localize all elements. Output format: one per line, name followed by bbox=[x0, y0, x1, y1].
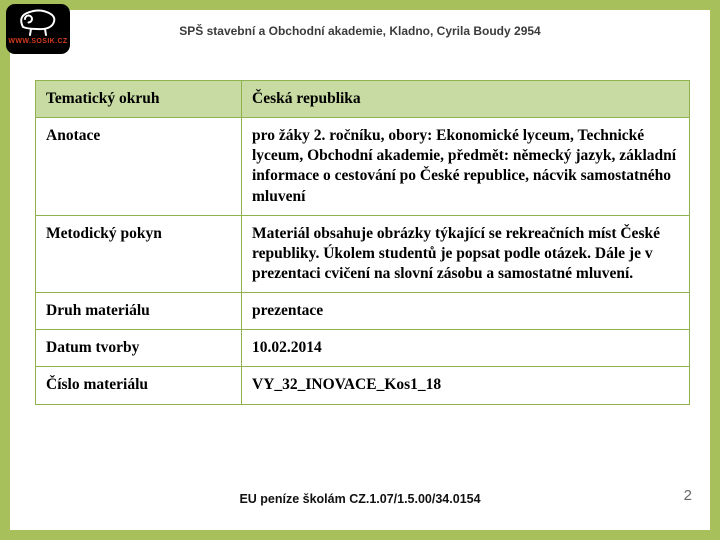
row-label: Anotace bbox=[36, 118, 242, 216]
slide-content bbox=[10, 10, 710, 530]
row-label: Číslo materiálu bbox=[36, 367, 242, 404]
row-value: Materiál obsahuje obrázky týkající se rekreačních míst České republiky. Úkolem studentů je popsat podle otázek. Dále je v prezentaci cvičení na slovní zásobu a samostatné mluvení. bbox=[242, 215, 690, 292]
table-row bbox=[36, 293, 690, 330]
row-value: 10.02.2014 bbox=[242, 330, 690, 367]
row-value: VY_32_INOVACE_Kos1_18 bbox=[242, 367, 690, 404]
row-value: pro žáky 2. ročníku, obory: Ekonomické lyceum, Technické lyceum, Obchodní akademie, předmět: německý jazyk, základní informace o cestování po České republice, nácvik samostatného mluvení bbox=[242, 118, 690, 216]
row-value: Česká republika bbox=[242, 81, 690, 118]
row-label: Druh materiálu bbox=[36, 293, 242, 330]
logo-url-text: WWW.SOSIK.CZ bbox=[8, 38, 68, 45]
table-row bbox=[36, 215, 690, 292]
row-label: Metodický pokyn bbox=[36, 215, 242, 292]
table-row bbox=[36, 118, 690, 216]
table-row bbox=[36, 81, 690, 118]
row-label: Datum tvorby bbox=[36, 330, 242, 367]
footer-text: EU peníze školám CZ.1.07/1.5.00/34.0154 bbox=[239, 492, 481, 506]
table-row bbox=[36, 330, 690, 367]
page-number: 2 bbox=[683, 487, 692, 504]
sheep-icon bbox=[11, 7, 65, 37]
logo bbox=[6, 4, 70, 54]
row-label: Tematický okruh bbox=[36, 81, 242, 118]
table-row bbox=[36, 367, 690, 404]
row-value: prezentace bbox=[242, 293, 690, 330]
info-table bbox=[35, 80, 690, 405]
page-title: SPŠ stavební a Obchodní akademie, Kladno, Cyrila Boudy 2954 bbox=[179, 24, 541, 38]
